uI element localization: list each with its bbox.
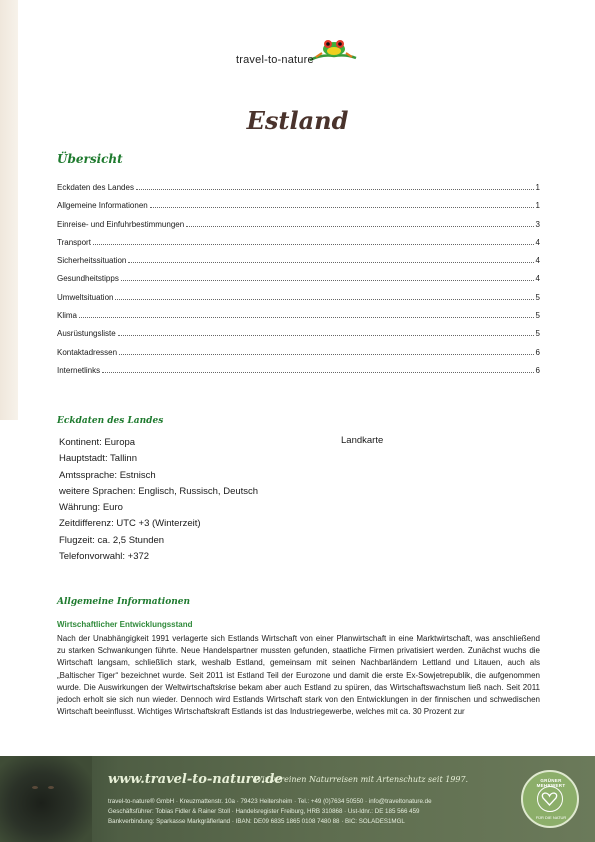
footer-slogan: Wir vereinen Naturreisen mit Artenschutz seit 1997. bbox=[254, 775, 469, 784]
toc-entry-page: 5 bbox=[535, 292, 540, 302]
toc-leader-dots bbox=[79, 317, 534, 318]
toc-entry-label: Gesundheitstipps bbox=[57, 274, 119, 284]
footer-management: Geschäftsführer: Tobias Fidler & Rainer Stoll · Handelsregister Freiburg, HRB 310868 · Ust-Idnr.: DE 185 566 459 bbox=[108, 808, 420, 815]
toc-entry[interactable] bbox=[57, 348, 540, 366]
toc-entry-page: 4 bbox=[535, 256, 540, 266]
fact-line: Zeitdifferenz: UTC +3 (Winterzeit) bbox=[59, 518, 201, 530]
gorilla-eye bbox=[48, 786, 54, 789]
heart-leaf-icon bbox=[537, 786, 563, 812]
toc-leader-dots bbox=[186, 226, 533, 227]
toc-entry-page: 4 bbox=[535, 237, 540, 247]
general-heading: Allgemeine Informationen bbox=[57, 597, 191, 607]
gorilla-eye bbox=[32, 786, 38, 789]
toc-entry-page: 6 bbox=[535, 347, 540, 357]
toc-entry[interactable] bbox=[57, 256, 540, 274]
toc-leader-dots bbox=[128, 262, 533, 263]
general-paragraph: Nach der Unabhängigkeit 1991 verlagerte sich Estlands Wirtschaft von einer Planwirtschaft in eine Marktwirtschaft, was anschließend zu starken Schwankungen führte. Neue Handelspartner mussten gefunden, staatliche Firmen privatisiert werden. Zunächst wuchs die Wirtschaft langsam, schließlich stark, weshalb Estland, gemeinsam mit seinen Nachbarländern Lettland und Litauen, auch als „Baltischer Tiger“ bezeichnet wurde. Seit 2011 ist Estland Teil der Eurozone und damit die erste Ex-Sowjetrepublik, die aufgenommen wurde. Die Auswirkungen der Weltwirtschaftskrise bekam aber auch Estland zu spüren, das Wirtschaftswachstum ließ nach. Seit 2011 jedoch erholt sie sich nun wieder. Dennoch wird Estlands Wirtschaft stark von den Entwicklungen in der finnischen und schwedischen Wirtschaft beeinflusst. Wichtiges Wirtschaftskraft Estlands ist das Industriegewerbe, welches mit ca. 30 Prozent zur bbox=[57, 634, 540, 717]
page-title: Estland bbox=[246, 106, 349, 135]
table-of-contents bbox=[57, 183, 540, 384]
toc-entry-page: 1 bbox=[535, 201, 540, 211]
map-label: Landkarte bbox=[341, 435, 384, 446]
toc-leader-dots bbox=[93, 244, 534, 245]
fact-line: Amtssprache: Estnisch bbox=[59, 469, 156, 481]
general-subheading: Wirtschaftlicher Entwicklungsstand bbox=[57, 620, 193, 629]
toc-entry-label: Ausrüstungsliste bbox=[57, 329, 116, 339]
toc-leader-dots bbox=[118, 335, 534, 336]
facts-heading: Eckdaten des Landes bbox=[57, 416, 164, 426]
footer-banner bbox=[0, 756, 595, 842]
toc-entry-page: 5 bbox=[535, 311, 540, 321]
fact-line: Hauptstadt: Tallinn bbox=[59, 453, 137, 465]
heart-icon bbox=[538, 787, 561, 810]
frog-logo-icon bbox=[308, 36, 358, 66]
toc-entry-label: Transport bbox=[57, 237, 91, 247]
toc-entry[interactable] bbox=[57, 274, 540, 292]
gorilla-photo bbox=[0, 756, 92, 842]
toc-entry[interactable] bbox=[57, 238, 540, 256]
footer-url[interactable]: www.travel-to-nature.de bbox=[108, 772, 283, 787]
logo-text: travel-to-nature bbox=[236, 54, 314, 66]
toc-entry-page: 6 bbox=[535, 365, 540, 375]
toc-entry[interactable] bbox=[57, 201, 540, 219]
toc-leader-dots bbox=[150, 207, 534, 208]
overview-heading: Übersicht bbox=[57, 152, 123, 166]
toc-entry-page: 3 bbox=[535, 219, 540, 229]
footer-address: travel-to-nature® GmbH · Kreuzmattenstr. 10a · 79423 Heitersheim · Tel.: +49 (0)7634 50550 · info@traveltonature.de bbox=[108, 798, 432, 805]
toc-entry[interactable] bbox=[57, 311, 540, 329]
toc-entry[interactable] bbox=[57, 183, 540, 201]
toc-entry-label: Sicherheitssituation bbox=[57, 256, 127, 266]
toc-leader-dots bbox=[102, 372, 533, 373]
toc-entry[interactable] bbox=[57, 366, 540, 384]
toc-entry-label: Allgemeine Informationen bbox=[57, 201, 148, 211]
toc-entry-label: Internetlinks bbox=[57, 365, 101, 375]
toc-entry[interactable] bbox=[57, 220, 540, 238]
toc-leader-dots bbox=[136, 189, 534, 190]
toc-leader-dots bbox=[121, 280, 534, 281]
toc-entry-label: Kontaktadressen bbox=[57, 347, 118, 357]
toc-entry-label: Einreise- und Einfuhrbestimmungen bbox=[57, 219, 185, 229]
toc-entry-page: 5 bbox=[535, 329, 540, 339]
fact-line: Telefonvorwahl: +372 bbox=[59, 551, 150, 563]
logo[interactable] bbox=[236, 36, 366, 72]
badge-bottom-text: FÜR DIE NATUR bbox=[535, 815, 567, 820]
left-decorative-strip bbox=[0, 0, 18, 420]
facts-list bbox=[59, 435, 258, 565]
toc-entry-label: Umweltsituation bbox=[57, 292, 114, 302]
toc-leader-dots bbox=[115, 299, 533, 300]
fact-line: Kontinent: Europa bbox=[59, 437, 136, 448]
footer-bank: Bankverbindung: Sparkasse Markgräflerland · IBAN: DE09 6835 1865 0108 7480 88 · BIC: SOLADES1MGL bbox=[108, 818, 405, 825]
toc-entry-label: Eckdaten des Landes bbox=[57, 183, 134, 192]
toc-entry[interactable] bbox=[57, 329, 540, 347]
fact-line: weitere Sprachen: Englisch, Russisch, Deutsch bbox=[59, 485, 259, 497]
fact-line: Währung: Euro bbox=[59, 502, 123, 514]
toc-entry-page: 1 bbox=[535, 183, 540, 192]
toc-leader-dots bbox=[119, 354, 534, 355]
fact-line: Flugzeit: ca. 2,5 Stunden bbox=[59, 534, 165, 546]
toc-entry-page: 4 bbox=[535, 274, 540, 284]
badge-top-text: GRÜNER MEHRWERT bbox=[536, 778, 566, 788]
green-value-badge bbox=[521, 770, 579, 828]
toc-entry-label: Klima bbox=[57, 311, 78, 321]
toc-entry[interactable] bbox=[57, 293, 540, 311]
